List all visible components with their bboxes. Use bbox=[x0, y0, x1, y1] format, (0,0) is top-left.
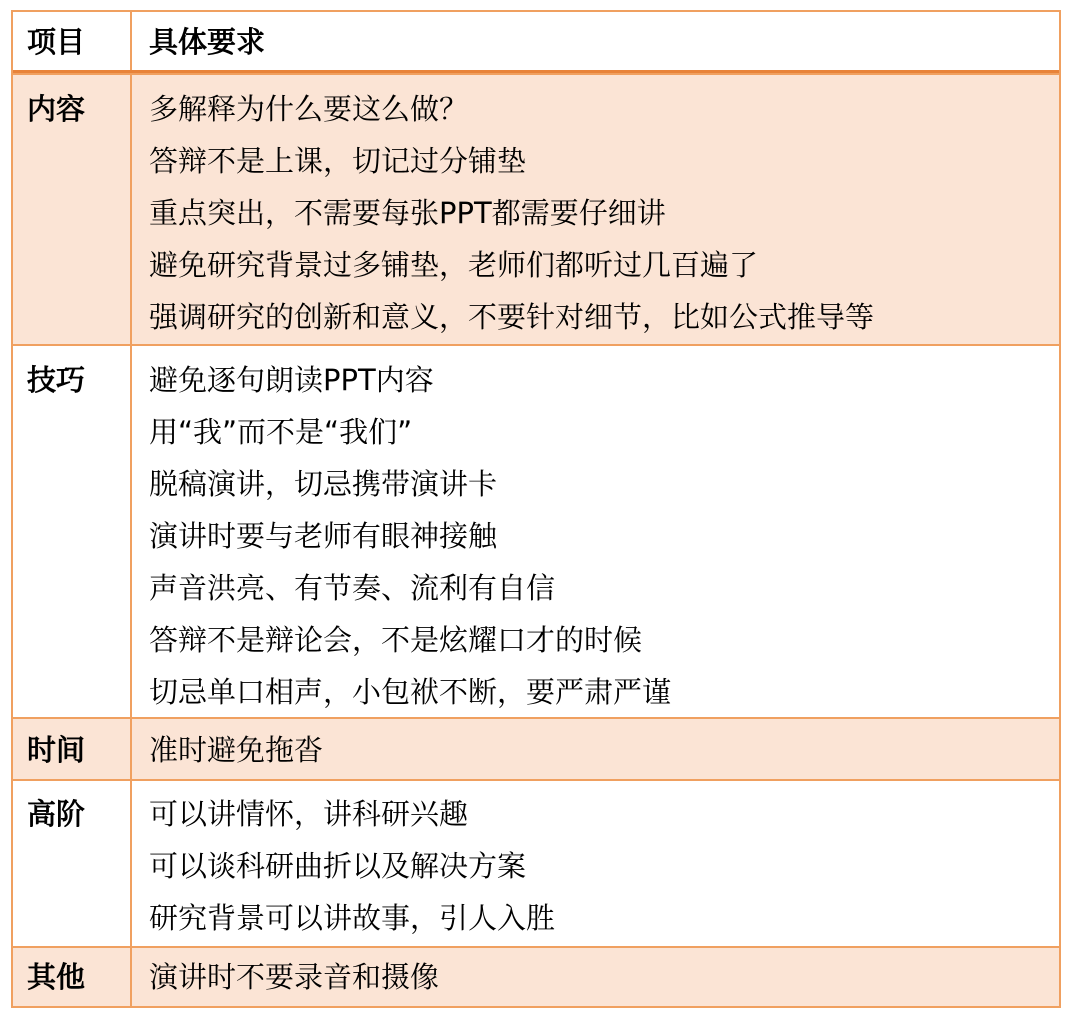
list-item: 用“我”而不是“我们” bbox=[149, 415, 413, 449]
category-cell bbox=[13, 75, 132, 344]
table-row-time bbox=[13, 717, 1059, 779]
category-cell bbox=[13, 781, 132, 946]
category-label: 内容 bbox=[27, 92, 86, 126]
list-item: 切忌单口相声，小包袱不断，要严肃严谨 bbox=[149, 675, 672, 709]
items-cell bbox=[132, 781, 1059, 946]
list-item: 可以讲情怀，讲科研兴趣 bbox=[149, 797, 469, 831]
items-cell bbox=[132, 948, 1059, 1006]
category-cell bbox=[13, 719, 132, 779]
list-item: 准时避免拖沓 bbox=[149, 733, 324, 767]
category-label: 技巧 bbox=[27, 363, 86, 397]
list-item: 可以谈科研曲折以及解决方案 bbox=[149, 849, 527, 883]
list-item: 强调研究的创新和意义，不要针对细节，比如公式推导等 bbox=[149, 300, 875, 334]
category-cell bbox=[13, 346, 132, 717]
items-cell bbox=[132, 719, 1059, 779]
list-item: 答辩不是辩论会，不是炫耀口才的时候 bbox=[149, 623, 643, 657]
items-cell bbox=[132, 346, 1059, 717]
header-label-requirements: 具体要求 bbox=[149, 25, 266, 59]
requirements-table bbox=[11, 10, 1061, 1008]
category-label: 高阶 bbox=[27, 797, 86, 831]
header-label-item: 项目 bbox=[27, 25, 86, 59]
category-label: 其他 bbox=[27, 960, 86, 994]
table-header-row bbox=[13, 12, 1059, 73]
table-row-skills bbox=[13, 344, 1059, 717]
table-row-advanced bbox=[13, 779, 1059, 946]
list-item: 脱稿演讲，切忌携带演讲卡 bbox=[149, 467, 498, 501]
table-row-other bbox=[13, 946, 1059, 1006]
list-item: 研究背景可以讲故事，引人入胜 bbox=[149, 901, 556, 935]
list-item: 重点突出，不需要每张PPT都需要仔细讲 bbox=[149, 196, 666, 230]
list-item: 多解释为什么要这么做？ bbox=[149, 92, 469, 126]
items-cell bbox=[132, 75, 1059, 344]
list-item: 避免逐句朗读PPT内容 bbox=[149, 363, 434, 397]
list-item: 声音洪亮、有节奏、流利有自信 bbox=[149, 571, 556, 605]
list-item: 演讲时要与老师有眼神接触 bbox=[149, 519, 498, 553]
category-cell bbox=[13, 948, 132, 1006]
list-item: 演讲时不要录音和摄像 bbox=[149, 960, 440, 994]
list-item: 答辩不是上课，切记过分铺垫 bbox=[149, 144, 527, 178]
header-cell-item bbox=[13, 12, 132, 70]
category-label: 时间 bbox=[27, 733, 86, 767]
list-item: 避免研究背景过多铺垫，老师们都听过几百遍了 bbox=[149, 248, 759, 282]
table-row-content bbox=[13, 73, 1059, 344]
header-cell-requirements bbox=[132, 12, 1059, 70]
